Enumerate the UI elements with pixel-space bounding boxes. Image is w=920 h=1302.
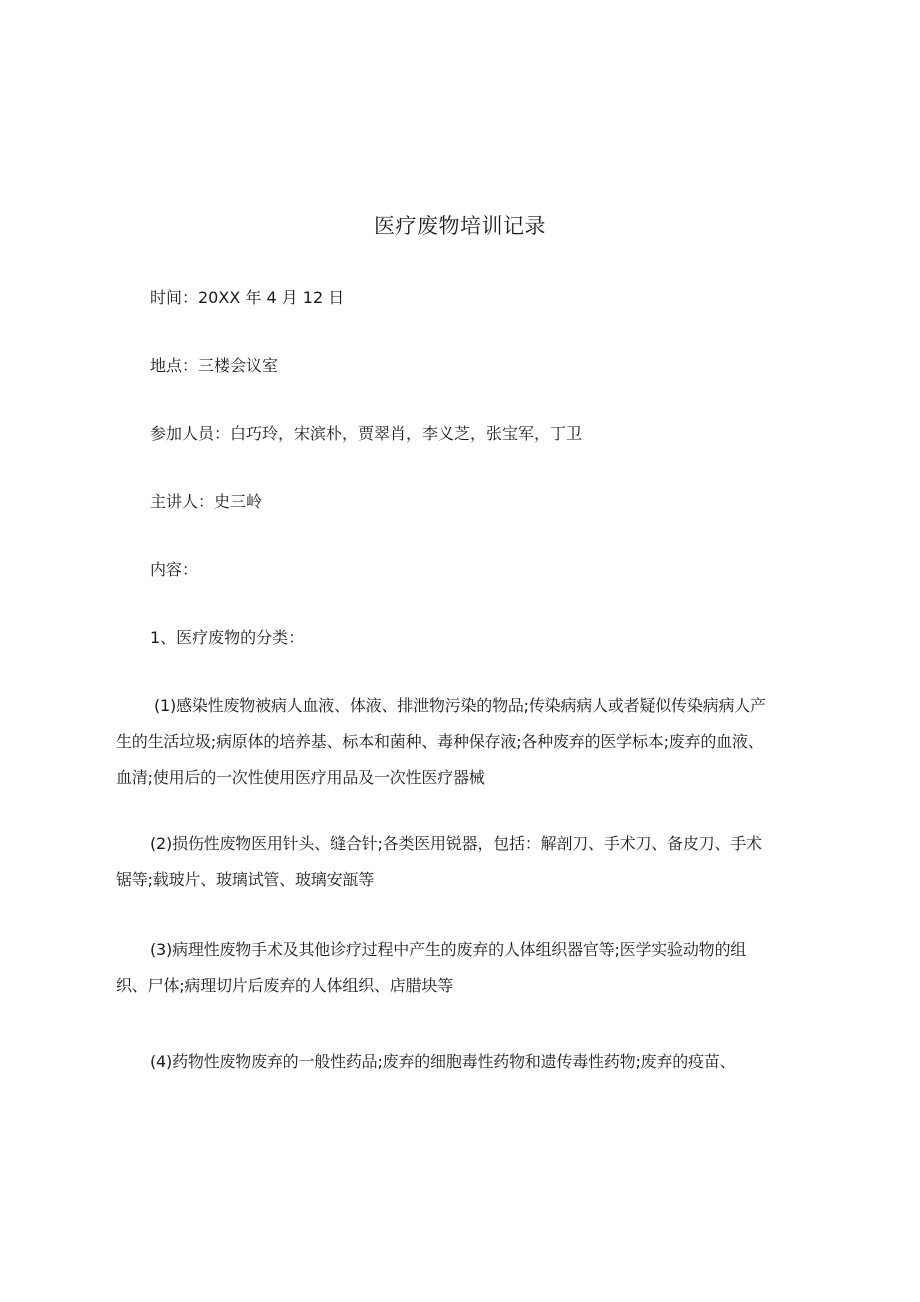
item-infectious-waste-line-3: 血清;使用后的一次性使用医疗用品及一次性医疗器械 <box>116 768 485 787</box>
time-line: 时间：20XX 年 4 月 12 日 <box>150 288 345 307</box>
item-infectious-waste-line-2: 生的生活垃圾;病原体的培养基、标本和菌种、毒种保存液;各种废弃的医学标本;废弃的血液、 <box>116 732 764 751</box>
item-infectious-waste <box>116 688 816 796</box>
item-pathological-waste <box>116 932 816 1004</box>
speaker-line: 主讲人：史三岭 <box>150 492 263 511</box>
item-pharmaceutical-waste <box>116 1044 816 1080</box>
item-pathological-waste-line-2: 织、尸体;病理切片后废弃的人体组织、店腊块等 <box>116 976 453 995</box>
item-pharmaceutical-waste-line-1: (4)药物性废物废弃的一般性药品;废弃的细胞毒性药物和遗传毒性药物;废弃的疫苗、 <box>150 1052 736 1071</box>
attendees-line: 参加人员：白巧玲，宋滨朴，贾翠肖，李义芝，张宝军，丁卫 <box>150 424 583 443</box>
item-infectious-waste-line-1: (1)感染性废物被病人血液、体液、排泄物污染的物品;传染病病人或者疑似传染病病人产 <box>154 696 766 715</box>
item-pathological-waste-line-1: (3)病理性废物手术及其他诊疗过程中产生的废弃的人体组织器官等;医学实验动物的组 <box>150 940 747 959</box>
item-sharps-waste-line-1: (2)损伤性废物医用针头、缝合针;各类医用锐器，包括：解剖刀、手术刀、备皮刀、手术 <box>150 834 762 853</box>
content-label: 内容： <box>150 560 199 579</box>
place-line: 地点：三楼会议室 <box>150 356 279 375</box>
item-sharps-waste <box>116 826 816 898</box>
item-sharps-waste-line-2: 锯等;载玻片、玻璃试管、玻璃安瓿等 <box>116 870 374 889</box>
section-heading-classification: 1、医疗废物的分类： <box>150 628 305 647</box>
document-title: 医疗废物培训记录 <box>374 214 546 238</box>
